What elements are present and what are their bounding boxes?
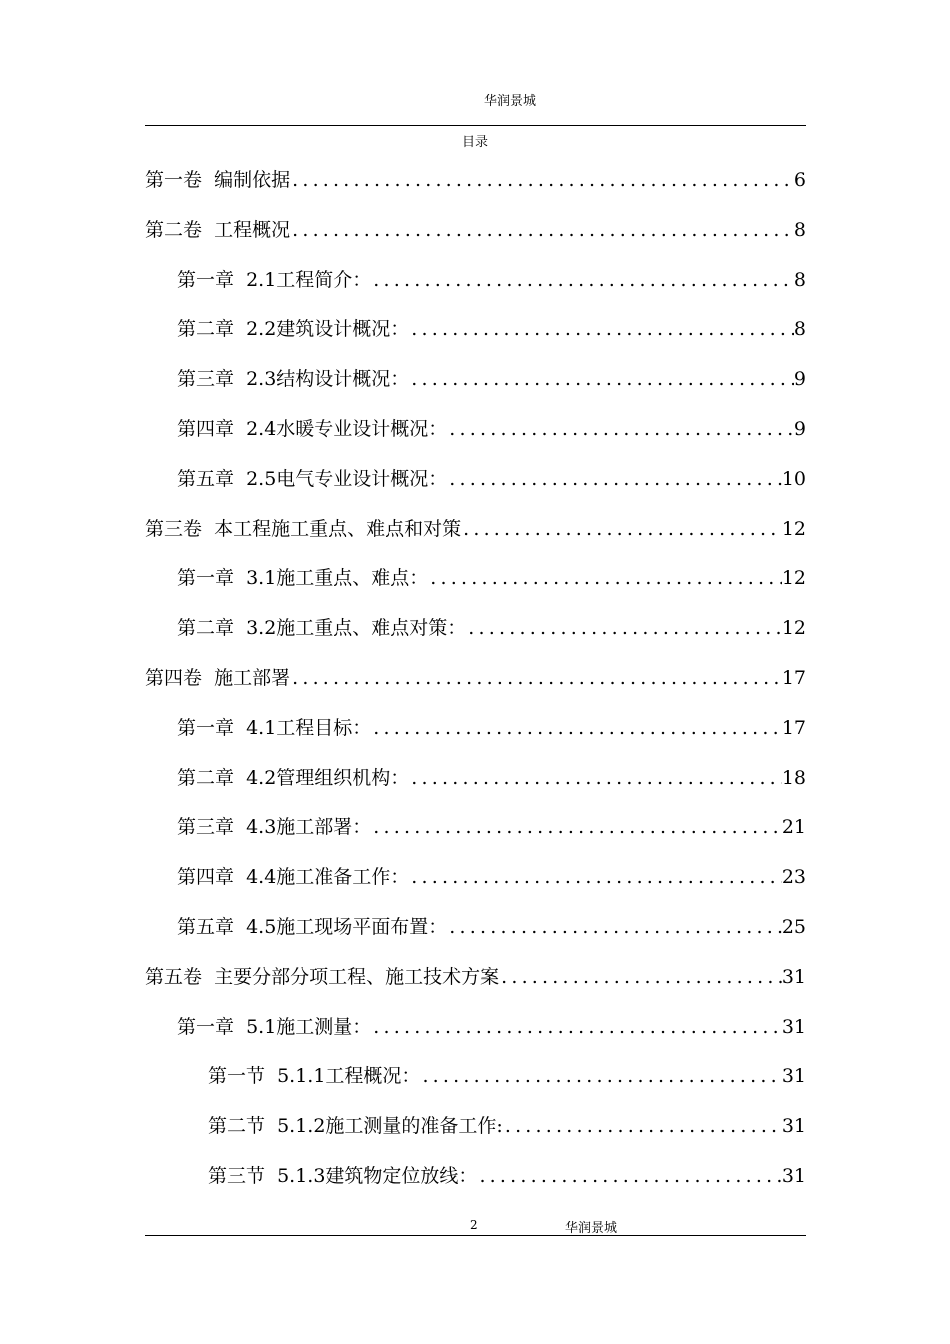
toc-dot-leader	[290, 156, 794, 206]
toc-entry-label: 第三卷 本工程施工重点、难点和对策	[145, 517, 462, 540]
toc-dot-leader	[447, 903, 782, 953]
toc-entry-label: 第二卷 工程概况	[145, 218, 291, 241]
toc-entry[interactable]	[145, 256, 806, 306]
toc-entry[interactable]	[145, 455, 806, 505]
toc-entry-label: 第一章 5.1施工测量：	[177, 1015, 372, 1038]
toc-entry-label: 第三章 2.3结构设计概况：	[177, 368, 410, 391]
toc-entry-page: 12	[781, 517, 806, 540]
toc-entry-page: 31	[781, 1115, 806, 1138]
toc-dot-leader	[290, 654, 782, 704]
toc-entry[interactable]	[145, 953, 806, 1003]
toc-entry-page: 31	[781, 1164, 806, 1187]
toc-entry-label: 第二章 2.2建筑设计概况：	[177, 318, 410, 341]
toc-entry[interactable]	[145, 305, 806, 355]
toc-entry-label: 第二节 5.1.2施工测量的准备工作:	[208, 1115, 503, 1138]
toc-dot-leader	[477, 1152, 781, 1202]
toc-entry[interactable]	[145, 1052, 806, 1102]
toc-entry[interactable]	[145, 803, 806, 853]
page-header: 华润景城	[483, 94, 536, 109]
toc-entry-page: 9	[793, 368, 806, 391]
toc-dot-leader	[420, 1052, 781, 1102]
toc-entry[interactable]	[145, 505, 806, 555]
toc-entry-page: 17	[781, 666, 806, 689]
toc-dot-leader	[371, 803, 782, 853]
toc-entry-label: 第五卷 主要分部分项工程、施工技术方案	[145, 965, 500, 988]
toc-entry[interactable]	[145, 654, 806, 704]
toc-entry-page: 23	[781, 866, 806, 889]
page-footer: 华润景城	[565, 1221, 618, 1236]
toc-entry-page: 10	[781, 467, 806, 490]
toc-entry-page: 31	[781, 1065, 806, 1088]
toc-entry-label: 第五章 2.5电气专业设计概况：	[177, 467, 448, 490]
toc-dot-leader	[461, 505, 782, 555]
toc-entry-label: 第一章 4.1工程目标：	[177, 716, 372, 739]
toc-entry-label: 第一卷 编制依据	[145, 169, 291, 191]
toc-entry-label: 第二章 3.2施工重点、难点对策：	[177, 617, 467, 640]
toc-entry[interactable]	[145, 1003, 806, 1053]
toc-entry-label: 第四章 2.4水暖专业设计概况：	[177, 417, 448, 440]
toc-entry-label: 第一节 5.1.1工程概况：	[208, 1065, 421, 1088]
header-divider	[145, 125, 806, 126]
toc-dot-leader	[499, 953, 782, 1003]
toc-entry-page: 8	[793, 318, 806, 341]
toc-dot-leader	[290, 206, 794, 256]
toc-dot-leader	[371, 256, 794, 306]
toc-entry[interactable]	[145, 853, 806, 903]
toc-entry-label: 第四卷 施工部署	[145, 666, 291, 689]
toc-dot-leader	[428, 554, 782, 604]
toc-entry[interactable]	[145, 156, 806, 206]
toc-entry[interactable]	[145, 1152, 806, 1202]
toc-entry-page: 8	[793, 218, 806, 241]
toc-entry-label: 第四章 4.4施工准备工作：	[177, 866, 410, 889]
toc-entry-label: 第三节 5.1.3建筑物定位放线：	[208, 1164, 478, 1187]
toc-entry[interactable]	[145, 903, 806, 953]
footer-page-number: 2	[470, 1218, 478, 1232]
toc-dot-leader	[371, 704, 782, 754]
toc-entry-label: 第五章 4.5施工现场平面布置：	[177, 915, 448, 938]
toc-entry-page: 25	[781, 915, 806, 938]
toc-dot-leader	[409, 305, 794, 355]
toc-entry-page: 8	[793, 268, 806, 291]
toc-entry-page: 21	[781, 816, 806, 839]
toc-entry[interactable]	[145, 355, 806, 405]
toc-dot-leader	[409, 754, 782, 804]
toc-entry-label: 第一章 2.1工程简介：	[177, 268, 372, 291]
toc-entry[interactable]	[145, 1102, 806, 1152]
toc-dot-leader	[447, 455, 782, 505]
toc-entry[interactable]	[145, 206, 806, 256]
toc-entry-label: 第一章 3.1施工重点、难点：	[177, 567, 429, 590]
toc-entry-label: 第三章 4.3施工部署：	[177, 816, 372, 839]
toc-entry[interactable]	[145, 405, 806, 455]
table-of-contents	[145, 156, 806, 1202]
toc-dot-leader	[466, 604, 782, 654]
toc-entry-page: 18	[781, 766, 806, 789]
toc-entry[interactable]	[145, 754, 806, 804]
footer-divider	[145, 1235, 806, 1236]
toc-entry-page: 12	[781, 617, 806, 640]
toc-entry-page: 31	[781, 965, 806, 988]
toc-entry-page: 9	[793, 417, 806, 440]
toc-entry-page: 12	[781, 567, 806, 590]
toc-entry-page: 6	[793, 169, 806, 191]
toc-dot-leader	[409, 355, 794, 405]
toc-entry-label: 第二章 4.2管理组织机构：	[177, 766, 410, 789]
toc-title: 目录	[461, 135, 488, 150]
toc-entry[interactable]	[145, 604, 806, 654]
toc-entry[interactable]	[145, 704, 806, 754]
toc-dot-leader	[447, 405, 794, 455]
toc-entry-page: 31	[781, 1015, 806, 1038]
toc-dot-leader	[503, 1102, 782, 1152]
toc-dot-leader	[371, 1003, 782, 1053]
toc-dot-leader	[409, 853, 782, 903]
toc-entry-page: 17	[781, 716, 806, 739]
toc-entry[interactable]	[145, 554, 806, 604]
